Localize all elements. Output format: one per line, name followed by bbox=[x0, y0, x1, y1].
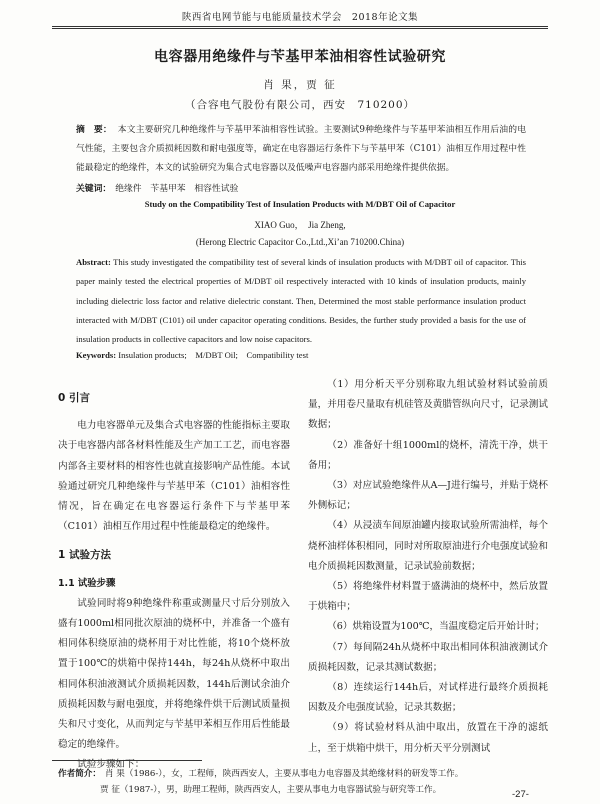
english-keywords-label: Keywords: bbox=[76, 350, 117, 360]
authors: 肖 果，贾 征 bbox=[263, 79, 337, 91]
section-1-1-paragraph: 试验同时将9种绝缘件称重或测量尺寸后分别放入盛有1000ml相同批次原油的烧杯中，并准备一个盛有相同体积绕原油的烧杯用于对比性能，将10个烧杯放置于100℃的烘箱中保持144h，每24h从烧杯中取出相同体积油液测试介质损耗因数，144h后测试余油介质损耗因数与耐电强度，并将绝缘件烘干后测试质量损失和尺寸变化，从而判定与苄基甲苯相互作用后性能最稳定的绝缘件。 bbox=[58, 597, 290, 751]
footnote-rule bbox=[52, 760, 202, 761]
right-column bbox=[308, 375, 548, 759]
english-affiliation: (Herong Electric Capacitor Co.,Ltd.,Xi’an 710200.China) bbox=[195, 237, 405, 247]
section-1-1-heading: 1.1 试验步骤 bbox=[58, 577, 116, 589]
section-1-heading: 1 试验方法 bbox=[58, 549, 111, 562]
header-rule-bottom bbox=[52, 28, 548, 29]
footnote-line-2: 贾 征（1987-），男，助理工程师，陕西西安人，主要从事电力电容器试验与研究等工作。 bbox=[100, 785, 442, 795]
header-rule-top bbox=[52, 26, 548, 27]
keywords-cn bbox=[76, 181, 526, 194]
abstract-cn-label: 摘 要： bbox=[76, 125, 112, 135]
page-number: -27- bbox=[512, 789, 529, 800]
section-0-heading: 0 引言 bbox=[58, 392, 90, 404]
list-item: （6）烘箱设置为100℃，当温度稳定后开始计时； bbox=[327, 621, 545, 633]
list-item: （7）每间隔24h从烧杯中取出相同体积油液测试介质损耗因数，记录其测试数据； bbox=[308, 641, 548, 673]
keywords-cn-text: 绝缘件 苄基甲苯 相容性试验 bbox=[115, 184, 239, 194]
list-item: （9）将试验材料从油中取出，放置在干净的滤纸上，至于烘箱中烘干，用分析天平分别测试 bbox=[308, 722, 548, 754]
section-0-paragraph: 电力电容器单元及集合式电容器的性能指标主要取决于电容器内部各材料性能及生产加工工艺，而电容器内部各主要材料的相容性也就直接影响产品性能。本试验通过研究几种绝缘件与苄基甲苯（C101）油相容性情况，旨在确定在电容器运行条件下与苄基甲苯（C101）油相互作用过程中性能最稳定的绝缘件。 bbox=[58, 420, 290, 533]
abstract-cn-text: 本文主要研究几种绝缘件与苄基甲苯油相容性试验。主要测试9种绝缘件与苄基甲苯油相互作用后油的电气性能，主要包含介质损耗因数和耐电强度等，确定在电容器运行条件下与苄基甲苯（C101）油相互作用过程中性能最稳定的绝缘件，本文的试验研究为集合式电容器以及低噪声电容器内部采用绝缘件提供依据。 bbox=[76, 125, 526, 173]
english-abstract-text: This study investigated the compatibility test of several kinds of insulation products with M/DBT oil of capacitor. This paper mainly tested the electrical properties of M/DBT oil respectively interacted with 10 kinds of insulation products, mainly including dielectric loss factor and relative dielectric constant. Then, Determined the most stable performance insulation product interacted with M/DBT (C101) oil under capacitor operating conditions. Besides, the further study provided a basis for the use of insulation products in collective capacitors and low noise capacitors. bbox=[76, 257, 526, 345]
list-item: （8）连续运行144h后，对试样进行最终介质损耗因数及介电强度试验，记录其数据； bbox=[308, 682, 548, 714]
abstract-cn bbox=[76, 121, 526, 178]
english-title: Study on the Compatibility Test of Insulation Products with M/DBT Oil of Capacitor bbox=[144, 199, 456, 209]
footnote-text-1: 肖 果（1986-），女，工程师，陕西西安人，主要从事电力电容器及其绝缘材料的研发等工作。 bbox=[104, 769, 464, 779]
steps-intro: 试验步骤如下： bbox=[77, 759, 145, 771]
running-header: 陕西省电网节能与电能质量技术学会 2018年论文集 bbox=[181, 12, 419, 23]
list-item: （1）用分析天平分别称取九组试验材料试验前质量，并用卷尺量取有机硅管及黄腊管纵向尺寸，记录测试数据； bbox=[308, 379, 548, 431]
english-abstract bbox=[76, 253, 526, 349]
english-keywords bbox=[76, 349, 526, 361]
left-column bbox=[58, 388, 290, 776]
english-abstract-label: Abstract: bbox=[76, 257, 111, 267]
footnote-line-1 bbox=[58, 767, 528, 779]
paper-title: 电容器用绝缘件与苄基甲苯油相容性试验研究 bbox=[154, 49, 446, 65]
footnote-label: 作者简介： bbox=[58, 769, 101, 779]
english-keywords-text: Insulation products; M/DBT Oil; Compatibility test bbox=[116, 350, 309, 360]
affiliation: （合容电气股份有限公司，西安 710200） bbox=[184, 99, 416, 111]
list-item: （2）准备好十组1000ml的烧杯，清洗干净，烘干备用； bbox=[308, 439, 548, 471]
list-item: （4）从浸渍车间原油罐内接取试验所需油样，每个烧杯油样体积相同，同时对所取原油进行介电强度试验和电介质损耗因数测量，记录试验前数据； bbox=[308, 520, 548, 572]
english-authors: XIAO Guo， Jia Zheng, bbox=[254, 220, 346, 230]
keywords-cn-label: 关键词： bbox=[76, 184, 112, 194]
list-item: （3）对应试验绝缘件从A—J进行编号，并贴于烧杯外侧标记； bbox=[308, 480, 548, 512]
list-item: （5）将绝缘件材料置于盛满油的烧杯中，然后放置于烘箱中； bbox=[308, 581, 548, 613]
